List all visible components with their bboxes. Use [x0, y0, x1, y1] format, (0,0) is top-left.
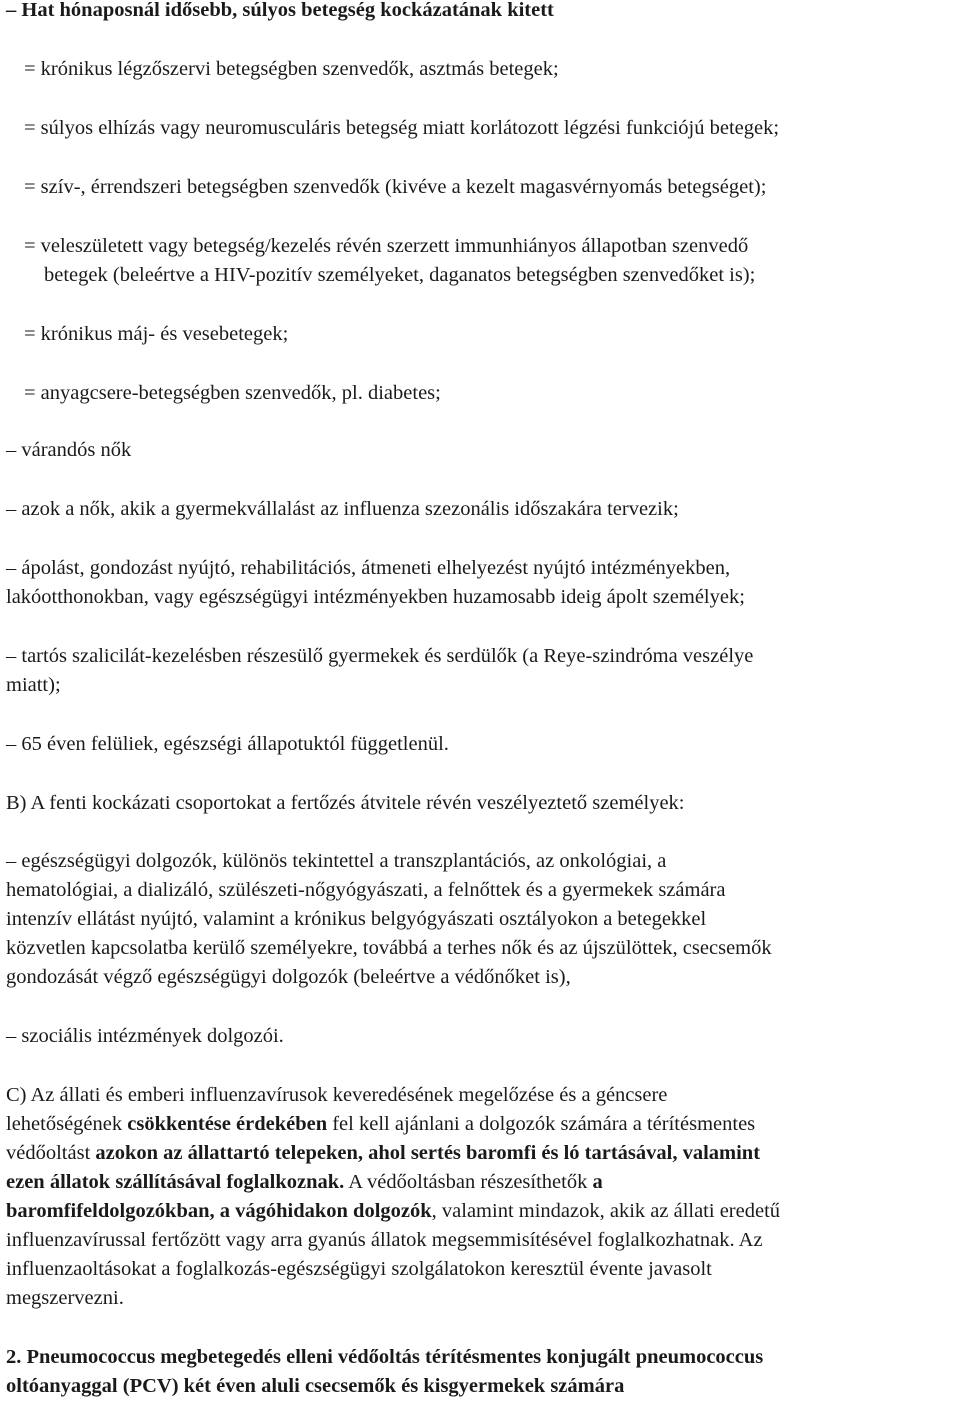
group-care-institutions-cont: lakóotthonokban, vagy egészségügyi intézményekben huzamosabb ideig ápolt személyek; [6, 586, 745, 608]
section-b-line-5: gondozását végző egészségügyi dolgozók (beleértve a védőnőket is), [6, 966, 571, 988]
section-2-heading-line-2: oltóanyaggal (PCV) két éven aluli csecsemők és kisgyermekek számára [6, 1375, 625, 1397]
risk-item-immunodeficiency-cont: betegek (beleértve a HIV-pozitív személyeket, daganatos betegségben szenvedőket is); [44, 264, 756, 286]
risk-item-cardiovascular: = szív-, érrendszeri betegségben szenvedők (kivéve a kezelt magasvérnyomás betegséget); [24, 176, 767, 198]
section-b-heading: B) A fenti kockázati csoportokat a fertőzés átvitele révén veszélyeztető személyek: [6, 792, 685, 814]
group-planning-pregnancy: – azok a nők, akik a gyermekvállalást az influenza szezonális időszakára tervezik; [6, 498, 679, 520]
section-c-line-5: baromfifeldolgozókban, a vágóhidakon dolgozók, valamint mindazok, akik az állati eredetű [6, 1200, 781, 1222]
section-b-line-1: – egészségügyi dolgozók, különös tekintettel a transzplantációs, az onkológiai, a [6, 850, 667, 872]
section-a-heading: – Hat hónaposnál idősebb, súlyos betegség kockázatának kitett [6, 0, 554, 21]
group-care-institutions: – ápolást, gondozást nyújtó, rehabilitációs, átmeneti elhelyezést nyújtó intézményekben, [6, 557, 731, 579]
risk-item-respiratory: = krónikus légzőszervi betegségben szenvedők, asztmás betegek; [24, 58, 559, 80]
section-c-line-1: C) Az állati és emberi influenzavírusok keveredésének megelőzése és a géncsere [6, 1084, 668, 1106]
section-c-line-2: lehetőségének csökkentése érdekében fel kell ajánlani a dolgozók számára a térítésmentes [6, 1113, 756, 1135]
section-c-line-3: védőoltást azokon az állattartó telepeken, ahol sertés baromfi és ló tartásával, valamint [6, 1142, 761, 1164]
section-b-social-workers: – szociális intézmények dolgozói. [6, 1025, 284, 1047]
group-over-65: – 65 éven felüliek, egészségi állapotuktól függetlenül. [6, 733, 449, 755]
section-b-line-3: intenzív ellátást nyújtó, valamint a krónikus belgyógyászati osztályokon a betegekkel [6, 908, 707, 930]
risk-item-metabolic: = anyagcsere-betegségben szenvedők, pl. diabetes; [24, 382, 441, 404]
risk-item-immunodeficiency: = veleszületett vagy betegség/kezelés révén szerzett immunhiányos állapotban szenvedő [24, 235, 749, 257]
section-c-line-6: influenzavírussal fertőzött vagy arra gyanús állatok megsemmisítésével foglalkozhatnak. Az [6, 1229, 763, 1251]
section-b-line-2: hematológiai, a dializáló, szülészeti-nőgyógyászati, a felnőttek és a gyermekek számára [6, 879, 726, 901]
section-2-heading-line-1: 2. Pneumococcus megbetegedés elleni védőoltás térítésmentes konjugált pneumococcus [6, 1346, 764, 1368]
section-b-line-4: közvetlen kapcsolatba kerülő személyekre, továbbá a terhes nők és az újszülöttek, csecsemők [6, 937, 772, 959]
section-c-line-4: ezen állatok szállításával foglalkoznak. A védőoltásban részesíthetők a [6, 1171, 603, 1193]
section-c-line-8: megszervezni. [6, 1287, 124, 1309]
group-salicylate-cont: miatt); [6, 674, 61, 696]
risk-item-obesity: = súlyos elhízás vagy neuromusculáris betegség miatt korlátozott légzési funkciójú betegek; [24, 117, 780, 139]
risk-item-liver-kidney: = krónikus máj- és vesebetegek; [24, 323, 289, 345]
group-salicylate: – tartós szalicilát-kezelésben részesülő gyermekek és serdülők (a Reye-szindróma veszélye [6, 645, 754, 667]
section-c-line-7: influenzaoltásokat a foglalkozás-egészségügyi szolgálatokon keresztül évente javasolt [6, 1258, 712, 1280]
group-pregnant: – várandós nők [6, 439, 132, 461]
